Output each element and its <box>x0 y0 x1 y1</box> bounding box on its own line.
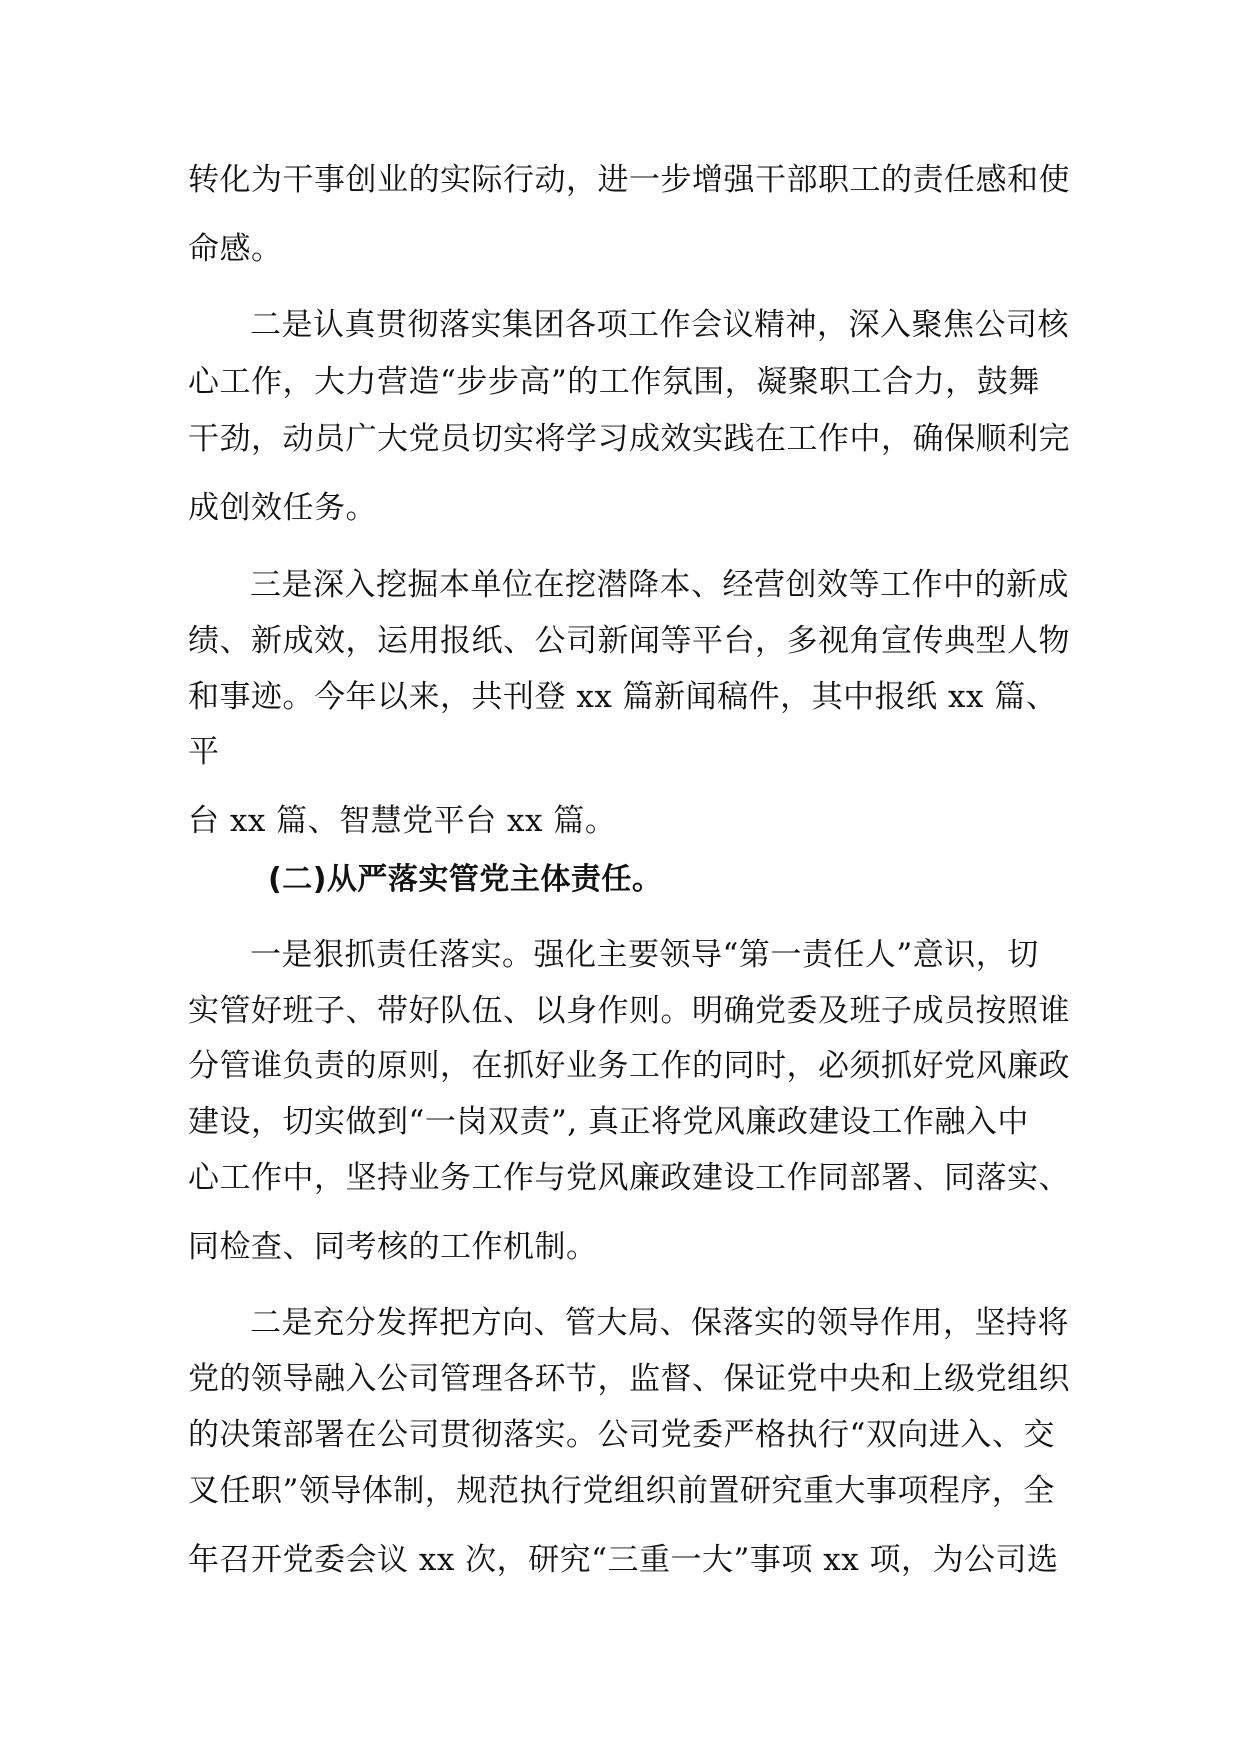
paragraph-line: 二是充分发挥把方向、管大局、保落实的领导作用，坚持将 <box>250 1305 1069 1341</box>
paragraph-line: 台 xx 篇、智慧党平台 xx 篇。 <box>188 803 617 839</box>
paragraph-line: 和事迹。今年以来，共刊登 xx 篇新闻稿件，其中报纸 xx 篇、 <box>188 679 1058 715</box>
paragraph-line: 年召开党委会议 xx 次，研究“三重一大”事项 xx 项，为公司选 <box>188 1542 1059 1578</box>
paragraph-line: 建设，切实做到“一岗双责”, 真正将党风廉政建设工作融入中 <box>188 1104 1029 1140</box>
paragraph-line: 干劲，动员广大党员切实将学习成效实践在工作中，确保顺利完 <box>188 421 1070 457</box>
paragraph-line: 同检查、同考核的工作机制。 <box>188 1229 598 1265</box>
paragraph-line: 平 <box>188 734 220 770</box>
paragraph-line: 实管好班子、带好队伍、以身作则。明确党委及班子成员按照谁 <box>188 993 1070 1029</box>
paragraph-line: 心工作中，坚持业务工作与党风廉政建设工作同部署、同落实、 <box>188 1160 1070 1196</box>
paragraph-line: 三是深入挖掘本单位在挖潜降本、经营创效等工作中的新成 <box>250 567 1069 603</box>
paragraph-line: 分管谁负责的原则，在抓好业务工作的同时，必须抓好党风廉政 <box>188 1048 1070 1084</box>
section-heading: (二)从严落实管党主体责任。 <box>268 862 663 897</box>
paragraph-line: 一是狠抓责任落实。强化主要领导“第一责任人”意识，切 <box>250 937 1039 973</box>
paragraph-line: 转化为干事创业的实际行动，进一步增强干部职工的责任感和使 <box>188 162 1070 198</box>
paragraph-line: 成创效任务。 <box>188 490 377 526</box>
paragraph-line: 命感。 <box>188 231 283 267</box>
paragraph-line: 的决策部署在公司贯彻落实。公司党委严格执行“双向进入、交 <box>188 1417 1055 1453</box>
paragraph-line: 叉任职”领导体制，规范执行党组织前置研究重大事项程序，全 <box>188 1473 1055 1509</box>
paragraph-line: 二是认真贯彻落实集团各项工作会议精神，深入聚焦公司核 <box>250 307 1069 343</box>
paragraph-line: 心工作，大力营造“步步高”的工作氛围，凝聚职工合力，鼓舞 <box>188 364 1040 400</box>
paragraph-line: 党的领导融入公司管理各环节，监督、保证党中央和上级党组织 <box>188 1361 1070 1397</box>
paragraph-line: 绩、新成效，运用报纸、公司新闻等平台，多视角宣传典型人物 <box>188 623 1070 659</box>
